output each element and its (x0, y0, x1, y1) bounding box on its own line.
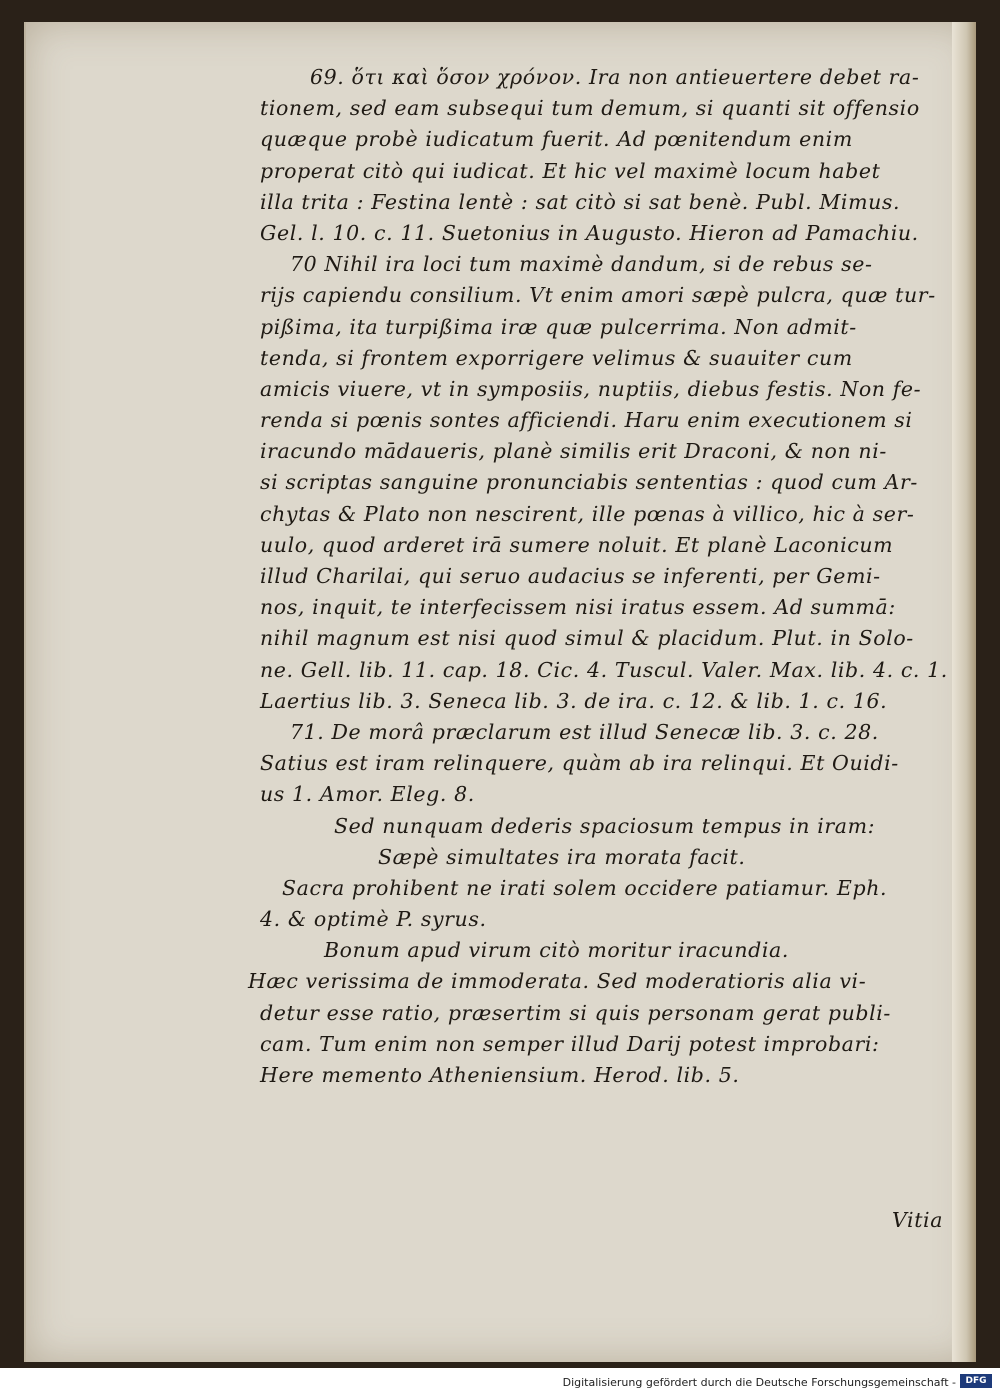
text-line: Laertius lib. 3. Seneca lib. 3. de ira. c. 12. & lib. 1. c. 16. (260, 688, 888, 713)
text-line: Here memento Atheniensium. Herod. lib. 5. (260, 1063, 740, 1087)
text-line: nos, inquit, te interfecissem nisi iratus essem. Ad summā: (260, 595, 896, 620)
text-line: Gel. l. 10. c. 11. Suetonius in Augusto. Hieron ad Pamachiu. (260, 220, 919, 245)
text-line: quæque probè iudicatum fuerit. Ad pœnitendum enim (260, 127, 853, 152)
footer (0, 1368, 1000, 1395)
footer-credit: Digitalisierung gefördert durch die Deutsche Forschungsgemeinschaft - (562, 1376, 956, 1389)
text-line: ne. Gell. lib. 11. cap. 18. Cic. 4. Tuscul. Valer. Max. lib. 4. c. 1. (260, 657, 948, 682)
text-line: 71. De morâ præclarum est illud Senecæ lib. 3. c. 28. (290, 719, 879, 744)
text-line: renda si pœnis sontes afficiendi. Haru enim executionem si (260, 408, 913, 433)
quote-line: Bonum apud virum citò moritur iracundia. (324, 938, 789, 963)
text-line: us 1. Amor. Eleg. 8. (260, 782, 475, 807)
text-line: illa trita : Festina lentè : sat citò si sat benè. Publ. Mimus. (260, 189, 901, 214)
text-line: Hæc verissima de immoderata. Sed moderatioris alia vi- (248, 969, 867, 994)
text-line: 70 Nihil ira loci tum maximè dandum, si de rebus se- (290, 252, 873, 277)
text-line: tenda, si frontem exporrigere velimus & suauiter cum (260, 345, 853, 370)
text-line: Sacra prohibent ne irati solem occidere patiamur. Eph. (282, 875, 888, 900)
text-line: tionem, sed eam subsequi tum demum, si quanti sit offensio (260, 96, 920, 121)
catchword: Vitia (892, 1208, 944, 1232)
text-line: 69. ὅτι καὶ ὅσον χρόνον. Ira non antieuertere debet ra- (310, 65, 920, 89)
verse-line: Sed nunquam dederis spaciosum tempus in iram: (334, 813, 876, 838)
text-line: nihil magnum est nisi quod simul & placidum. Plut. in Solo- (260, 626, 914, 651)
text-line: pißima, ita turpißima iræ quæ pulcerrima. Non admit- (260, 314, 857, 339)
page-text (248, 62, 960, 1091)
text-line: si scriptas sanguine pronunciabis sententias : quod cum Ar- (260, 470, 918, 495)
text-line: detur esse ratio, præsertim si quis personam gerat publi- (260, 1000, 891, 1025)
text-line: 4. & optimè P. syrus. (260, 907, 487, 932)
text-line: rijs capiendu consilium. Vt enim amori sæpè pulcra, quæ tur- (260, 283, 936, 308)
text-line: amicis viuere, vt in symposiis, nuptiis, diebus festis. Non fe- (260, 376, 922, 401)
text-line: cam. Tum enim non semper illud Darij potest improbari: (260, 1031, 880, 1056)
text-line: uulo, quod arderet irā sumere noluit. Et planè Laconicum (260, 532, 894, 557)
dfg-logo: DFG (960, 1374, 992, 1388)
text-line: Satius est iram relinquere, quàm ab ira relinqui. Et Ouidi- (260, 751, 899, 776)
text-line: iracundo mādaueris, planè similis erit Draconi, & non ni- (260, 439, 887, 464)
text-line: chytas & Plato non nescirent, ille pœnas à villico, hic à ser- (260, 501, 915, 526)
text-line: properat citò qui iudicat. Et hic vel maximè locum habet (260, 158, 881, 183)
text-line: illud Charilai, qui seruo audacius se inferenti, per Gemi- (260, 564, 881, 588)
verse-line: Sæpè simultates ira morata facit. (378, 844, 746, 869)
